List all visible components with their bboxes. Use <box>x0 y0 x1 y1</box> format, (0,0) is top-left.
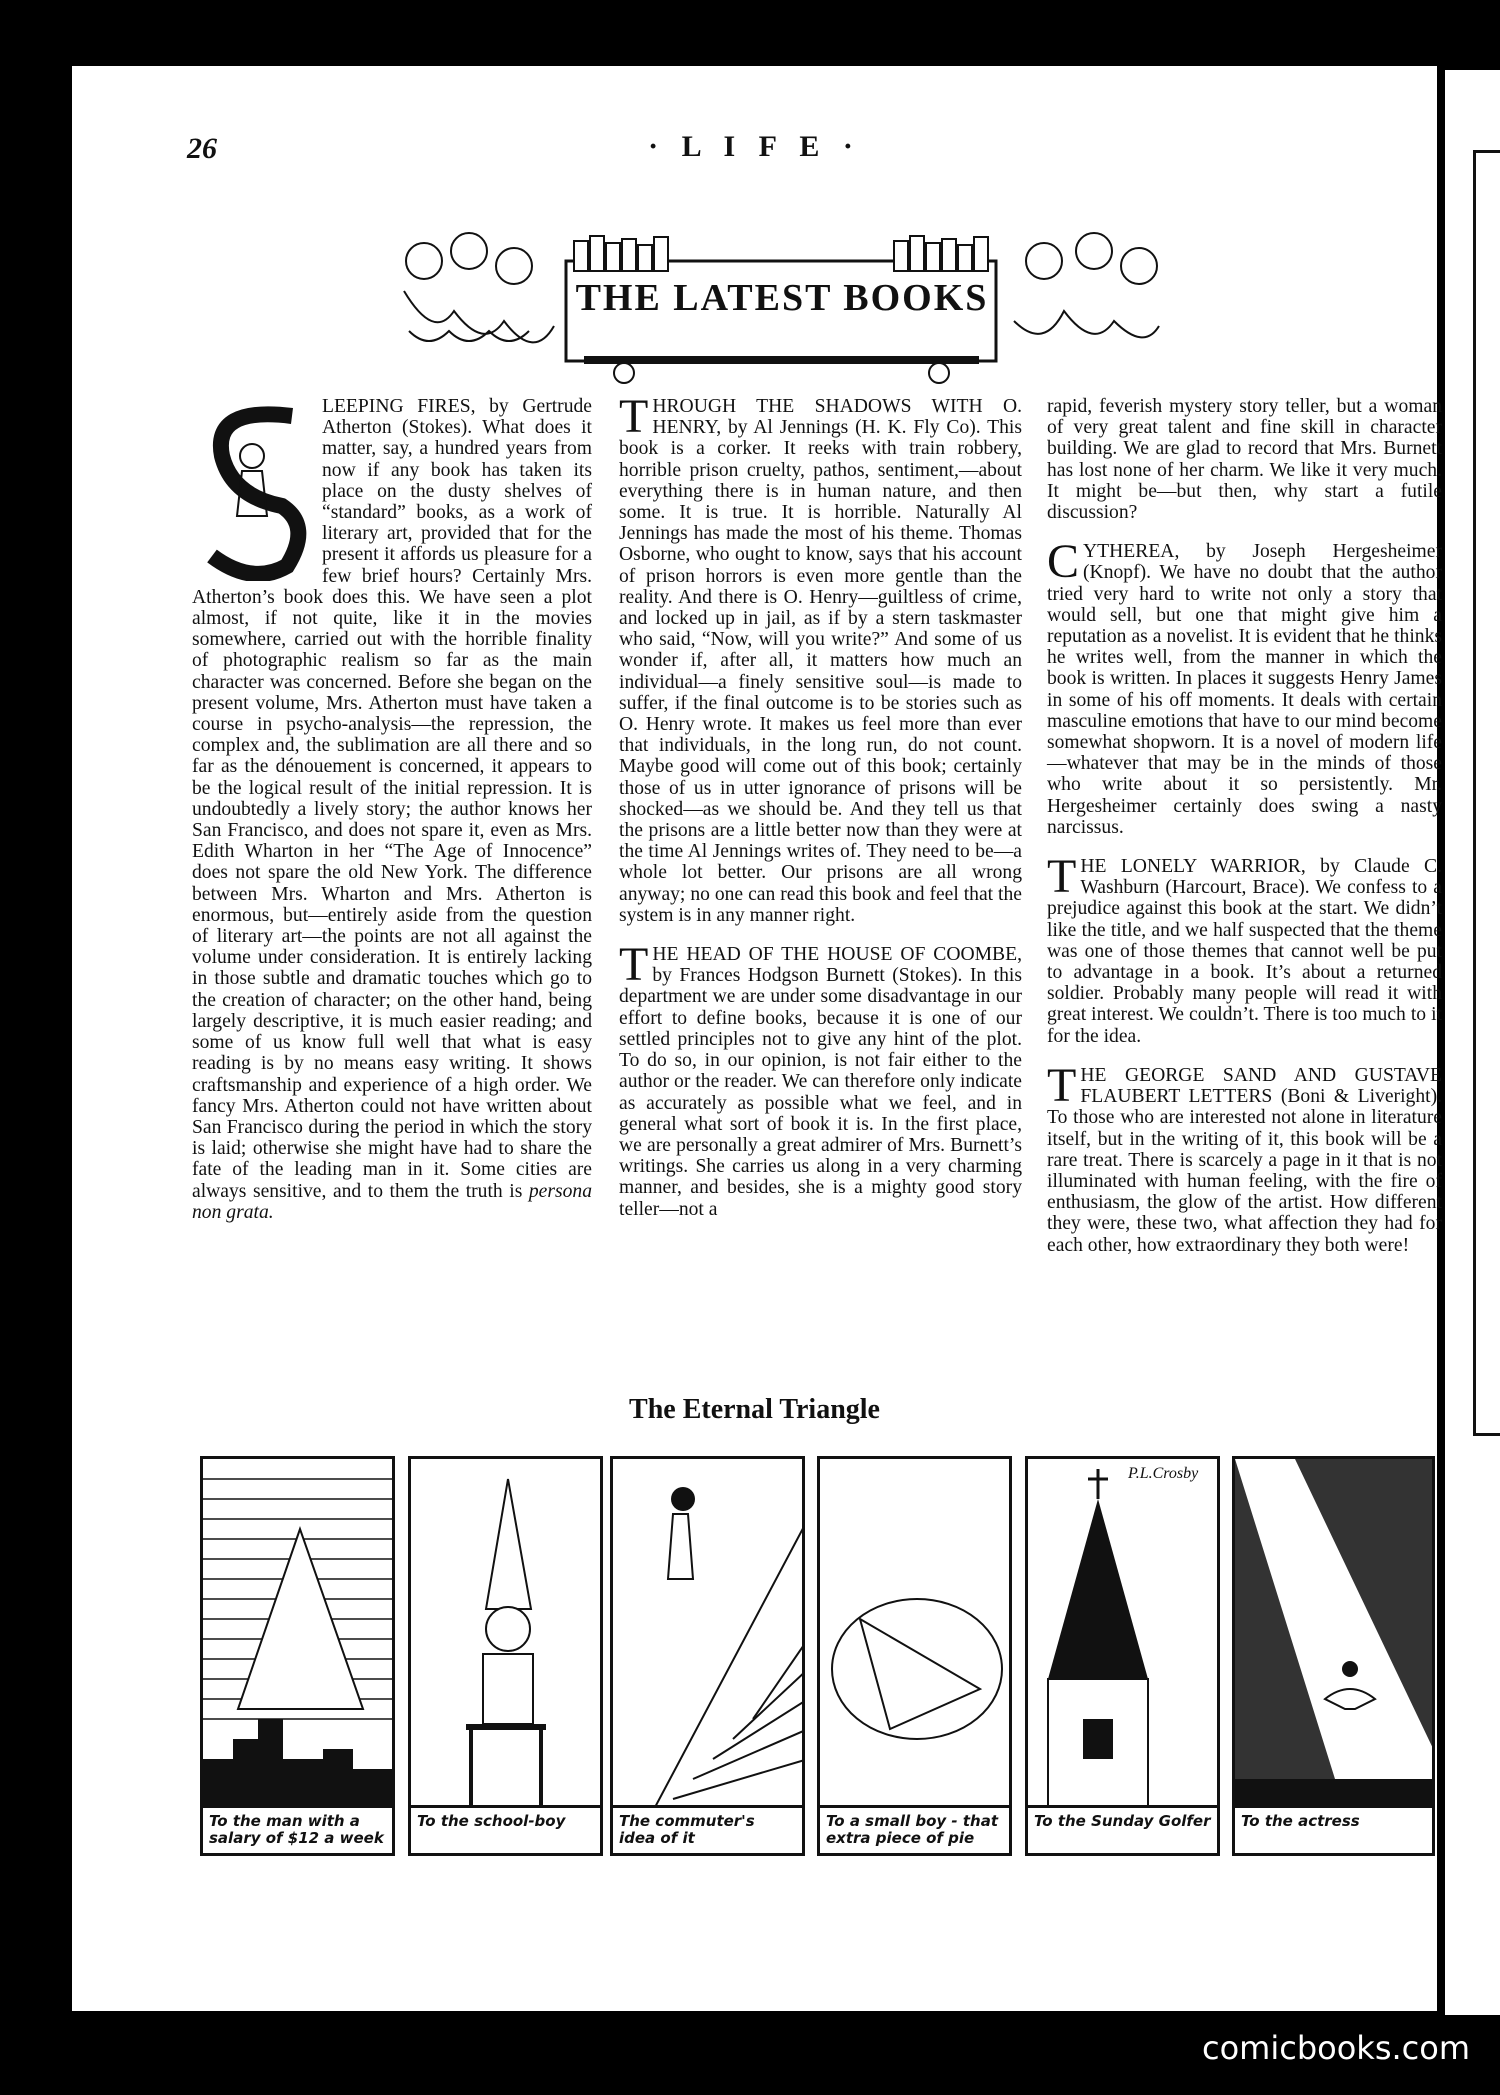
column-1 <box>192 396 592 1241</box>
caption-salary: To the man with a salary of $12 a week <box>203 1805 392 1853</box>
watermark: comicbooks.com <box>1201 2029 1470 2067</box>
comic-panel-actress <box>1232 1456 1435 1856</box>
banner-title: THE LATEST BOOKS <box>575 277 989 319</box>
page-number: 26 <box>187 132 217 165</box>
caption-commuter: The commuter's idea of it <box>613 1805 802 1853</box>
caption-school-boy: To the school-boy <box>411 1805 600 1853</box>
comic-panel-school-boy <box>408 1456 603 1856</box>
comic-panel-pie <box>817 1456 1012 1856</box>
review-sleeping-fires-text: LEEPING FIRES, by Gertrude Atherton (Stokes). What does it matter, say, a hundred years from now if any book has taken its place on the dusty shelves of “standard” books, as a work of literary art, provided that for the present it affords us pleasure for a few brief hours? Certainly Mrs. Atherton’s book does this. We have seen a plot almost, if not quite, like it in the movies somewhere, carried out with the horrible finality of photographic realism so far as the main character was concerned. Before she began on the present volume, Mrs. Atherton must have taken a course in psycho-analysis—the repression, the complex and, the sublimation are all there and so far as the dénouement is concerned, it appears to be the logical result of the initial repression. It is undoubtedly a lively story; the author knows her San Francisco, and does not spare it, even as Mrs. Edith Wharton in her “The Age of Innocence” does not spare the old New York. The difference between Mrs. Wharton and Mrs. Atherton is enormous, but—entirely aside from the question of literary art—the points are not all against the volume under consideration. It is entirely lacking in those subtle and dramatic touches which go to the creation of character; on the other hand, being largely descriptive, it is much easier reading; and some of us know full well that what is easy reading is by no means easy writing. It shows craftsmanship and experience of a high order. We fancy Mrs. Atherton could not have written about San Francisco during the period in which the story is laid; otherwise she might have had to share the fate of the leading man in it. Some cities are always sensitive, and to them the truth is <box>192 396 592 1202</box>
drop-cap-t: T <box>619 390 649 443</box>
artist-signature: P.L.Crosby <box>1128 1465 1199 1482</box>
column-2 <box>619 390 1022 1238</box>
drop-cap-c: C <box>1047 535 1080 589</box>
comic-panel-commuter <box>610 1456 805 1856</box>
comic-panel-golfer <box>1025 1456 1220 1856</box>
panel-drawing <box>1028 1459 1220 1811</box>
review-house-of-coombe <box>619 938 1022 1220</box>
adjacent-page-frame <box>1473 150 1500 1436</box>
panel-drawing <box>1235 1459 1435 1811</box>
drop-cap-t: T <box>1047 850 1077 904</box>
illustrated-drop-cap <box>192 396 312 581</box>
review-through-the-shadows-text: HROUGH THE SHADOWS WITH O. HENRY, by Al Jennings (H. K. Fly Co). This book is a corker. It reeks with train robbery, horrible prison cruelty, pathos, sentiment,—about everything there is in human nature, and then some. It is true. It is horrible. Naturally Al Jennings has made the most of his theme. Thomas Osborne, who ought to know, says that his account of prison horrors is even more gentle than the reality. And there is O. Henry—guiltless of crime, and locked up in jail, as if by a stern taskmaster who said, “Now, will you write?” And some of us wonder if, after all, it matters how much an individual—a finely sensitive soul—is made to suffer, if the final outcome is to be stories such as O. Henry wrote. It makes us feel more than ever that individuals, in the long run, do not count. Maybe good will come out of this book; certainly those of us in utter ignorance of prisons will be shocked—as we should be. And they tell us that the prisons are a little better now than they were at the time Al Jennings writes of. They need to be—a whole lot better. Our prisons are all wrong anyway; no one can read this book and feel that the system is in any manner right. <box>619 396 1022 926</box>
panel-drawing <box>411 1459 603 1811</box>
masthead: · L I F E · <box>648 130 861 163</box>
review-sleeping-fires-end: persona non grata. <box>192 1180 592 1223</box>
comic-strip <box>200 1456 1435 1856</box>
drop-cap-t: T <box>619 938 649 992</box>
review-lonely-warrior-text: HE LONELY WARRIOR, by Claude C. Washburn (Harcourt, Brace). We confess to a prejudice against this book at the start. We didn’t like the title, and we half suspected that the theme was one of those themes that cannot well be put to advantage in a book. It’s about a returned soldier. Probably many people will read it with great interest. We couldn’t. There is too much to it for the idea. <box>1047 856 1442 1047</box>
caption-golfer: To the Sunday Golfer <box>1028 1805 1217 1853</box>
adjacent-page-edge <box>1445 70 1500 2015</box>
drop-cap-t: T <box>1047 1058 1077 1112</box>
panel-drawing <box>820 1459 1012 1811</box>
review-lonely-warrior <box>1047 850 1442 1047</box>
review-coombe-continued: rapid, feverish mystery story teller, but a woman of very great talent and fine skill in character building. We are glad to record that Mrs. Burnett has lost none of her charm. We like it very much. It might be—but then, why start a futile discussion? <box>1047 396 1442 524</box>
caption-actress: To the actress <box>1235 1805 1432 1853</box>
panel-drawing <box>203 1459 395 1811</box>
caption-pie: To a small boy - that extra piece of pie <box>820 1805 1009 1853</box>
review-house-of-coombe-text: HE HEAD OF THE HOUSE OF COOMBE, by Frances Hodgson Burnett (Stokes). In this department we are under some disadvantage in our effort to define books, because it is one of our settled principles not to give any hint of the plot. To do so, in our opinion, is not fair either to the author or the reader. We can therefore only indicate as accurately as possible what we feel, and in general what sort of book it is. In the first place, we are personally a great admirer of Mrs. Burnett’s writings. She carries us along in a very charming manner, and besides, she is a mighty good story teller—not a <box>619 944 1022 1220</box>
review-cytherea <box>1047 535 1442 838</box>
review-cytherea-text: YTHEREA, by Joseph Hergesheimer (Knopf). We have no doubt that the author tried very hard to write not only a story that would sell, but one that might give him a reputation as a novelist. It is evident that he thinks he writes well, from the manner in which the book is written. In places it suggests Henry James in some of his off moments. It deals with certain masculine emotions that have to our mind become somewhat shopworn. It is a novel of modern life—whatever that may be in the minds of those who write about it so persistently. Mr. Hergesheimer certainly does swing a nasty narcissus. <box>1047 541 1442 838</box>
review-through-the-shadows <box>619 390 1022 926</box>
review-sand-flaubert <box>1047 1058 1442 1256</box>
comic-title: The Eternal Triangle <box>629 1394 880 1425</box>
column-3 <box>1047 396 1442 1274</box>
comic-panel-salary <box>200 1456 395 1856</box>
panel-drawing <box>613 1459 805 1811</box>
magazine-page <box>72 66 1442 2011</box>
review-sand-flaubert-text: HE GEORGE SAND AND GUSTAVE FLAUBERT LETTERS (Boni & Liveright). To those who are interested not alone in literature itself, but in the writing of it, this book will be a rare treat. There is scarcely a page in it that is not illuminated with human feeling, with the fire of enthusiasm, the glow of the artist. How different they were, these two, what affection they had for each other, how extraordinary they both were! <box>1047 1064 1442 1256</box>
